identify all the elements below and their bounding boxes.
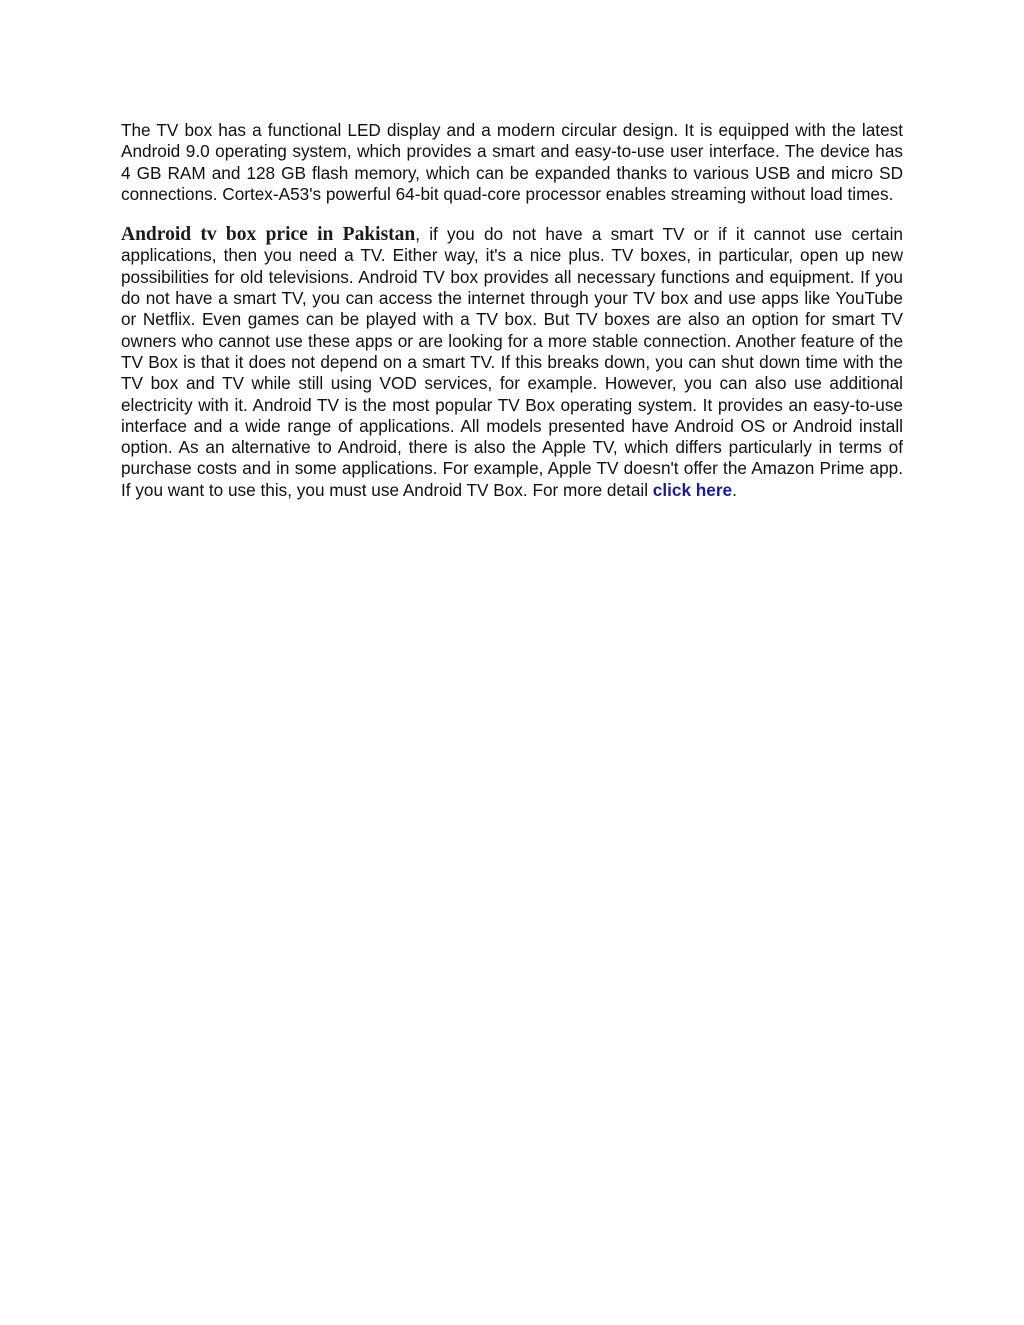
- click-here-link[interactable]: click here: [652, 479, 733, 500]
- paragraph-main: [121, 224, 903, 501]
- paragraph-lead-heading: Android tv box price in Pakistan: [121, 224, 416, 246]
- paragraph-main-text: , if you do not have a smart TV or if it cannot use certain applications, then you need a TV. Either way, it's a nice plus. TV boxes, in particular, open up new possibilities for old televisions. Android TV box provides all necessary functions and equipment. If you do not have a smart TV, you can access the internet through your TV box and use apps like YouTube or Netflix. Even games can be played with a TV box. But TV boxes are also an option for smart TV owners who cannot use these apps or are looking for a more stable connection. Another feature of the TV Box is that it does not depend on a smart TV. If this breaks down, you can shut down time with the TV box and TV while still using VOD services, for example. However, you can also use additional electricity with it. Android TV is the most popular TV Box operating system. It provides an easy-to-use interface and a wide range of applications. All models presented have Android OS or Android install option. As an alternative to Android, there is also the Apple TV, which differs particularly in terms of purchase costs and in some applications. For example, Apple TV doesn't offer the Amazon Prime app. If you want to use this, you must use Android TV Box. For more detail: [121, 224, 903, 500]
- document-body: [121, 120, 903, 501]
- paragraph-end-punctuation: .: [732, 479, 737, 500]
- paragraph-intro: The TV box has a functional LED display and a modern circular design. It is equipped with the latest Android 9.0 operating system, which provides a smart and easy-to-use user interface. The device has 4 GB RAM and 128 GB flash memory, which can be expanded thanks to various USB and micro SD connections. Cortex-A53's powerful 64-bit quad-core processor enables streaming without load times.: [121, 120, 903, 204]
